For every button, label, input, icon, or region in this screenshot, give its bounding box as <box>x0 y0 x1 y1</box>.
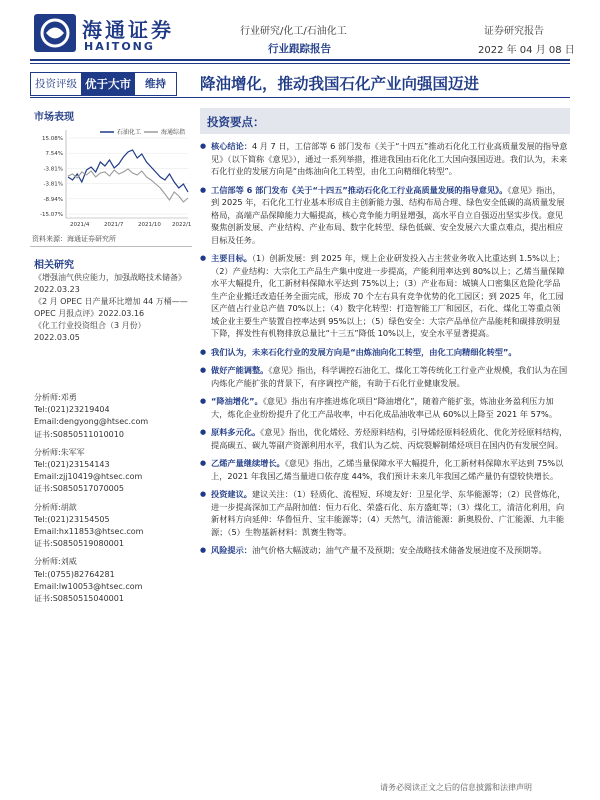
bullet-point: ● 风险提示：油气价格大幅波动；油气产量不及预期；安全战略技术储备发展进度不及预期等。 <box>200 544 568 557</box>
x-tick-label: 2021/7 <box>104 222 124 228</box>
logo-english-name: HAITONG <box>84 40 155 53</box>
key-points-list <box>200 140 568 563</box>
related-item[interactable]: 《2 月 OPEC 日产量环比增加 44 万桶——OPEC 月报点评》2022.03.16 <box>34 297 188 318</box>
series-petrochemical <box>68 150 188 192</box>
bullet-point: ● 我们认为，未来石化行业的发展方向是“由炼油向化工转型，由化工向精细化转型”。 <box>200 346 568 359</box>
sidebar-divider <box>30 246 192 247</box>
company-logo <box>34 14 76 52</box>
analyst-email[interactable]: Email:dengyong@htsec.com <box>34 417 149 427</box>
related-item[interactable]: 《增强油气供应能力，加强战略技术储备》2022.03.23 <box>34 273 186 294</box>
analyst-list <box>34 392 194 605</box>
y-tick-label: -8.94% <box>43 196 63 203</box>
y-tick-label: -3.81% <box>43 166 63 173</box>
bullet-point: ● 主要目标。（1）创新发展：到 2025 年，规上企业研发投入占主营业务收入比重达到 1.5%以上；（2）产业结构：大宗化工产品生产集中度进一步提高，产能利用率达到 80%以上；乙烯当量保障水平大幅提升，化工新材料保障水平达到 75%以上；（3）产业布局：城镇人口密集区危险化学品生产企业搬迁改造任务全面完成，形成 70 个左右具有竞争优势的化工园区；到 2025 年，化工园区产值占行业总产值 70%以上；（4）数字化转型：打造智能工厂和园区，石化、煤化工等重点领域企业主要生产装置自控率达到 95%以上；（5）绿色安全：大宗产品单位产品能耗和碳排放明显下降，挥发性有机物排放总量比“十三五”降低 10%以上，安全水平显著提高。 <box>200 252 568 340</box>
analyst-email[interactable]: Email:hx11853@htsec.com <box>34 527 144 537</box>
y-tick-label: 15.08% <box>42 136 63 142</box>
analyst-tel: Tel:(0755)82764281 <box>34 569 115 579</box>
header-divider <box>30 59 570 61</box>
analyst-cert: 证书:S0850517070005 <box>34 484 124 494</box>
bullet-point: ● 原料多元化。《意见》指出，优化烯烃、芳烃原料结构，引导烯烃原料轻质化、优化芳烃原料结构，提高碳五、碳九等副产资源利用水平，我们认为乙烷、丙烷裂解制烯烃项目在国内仍有发展空间。 <box>200 426 568 451</box>
y-tick-label: -3.81% <box>43 181 63 188</box>
y-tick-label: 7.54% <box>45 151 63 158</box>
market-section-title: 市场表现 <box>34 112 74 123</box>
logo-chinese-name: 海通证券 <box>82 18 174 42</box>
y-tick-label: -15.07% <box>40 212 63 218</box>
analyst-email[interactable]: Email:zjj10419@htsec.com <box>34 472 143 482</box>
related-research-list <box>34 272 190 344</box>
analyst-cert: 证书:S0850511010010 <box>34 429 124 439</box>
report-date: 2022 年 04 月 08 日 <box>478 45 575 56</box>
analyst-tel: Tel:(021)23219404 <box>34 405 110 415</box>
bullet-point: ● “降油增化”。《意见》指出有序推进炼化项目“降油增化”，随着产能扩张，炼油业务盈利压力加大，炼化企业纷纷提升了化工产品收率，中石化成品油收率已从 60%以上降至 2021 年 57%。 <box>200 395 568 420</box>
analyst-tel: Tel:(021)23154505 <box>34 514 110 524</box>
x-tick-label: 2021/4 <box>70 222 90 228</box>
report-label: 证券研究报告 <box>484 26 544 37</box>
report-type: 行业跟踪报告 <box>268 43 331 55</box>
bullet-point: ● 乙烯产量继续增长。《意见》指出，乙烯当量保障水平大幅提升，化工新材料保障水平达到 75%以上，2021 年我国乙烯当量进口依存度 44%，我们预计未来几年我国乙烯产量仍有望较快增长。 <box>200 457 568 482</box>
rating-bar <box>30 72 177 96</box>
bullet-point: ● 做好产能调整。《意见》指出，科学调控石油化工、煤化工等传统化工行业产业规模，我们认为在国内炼化产能扩张的背景下，有序调控产能，有助于石化行业健康发展。 <box>200 364 568 389</box>
bullet-point: ● 核心结论：4 月 7 日，工信部等 6 部门发布《关于“十四五”推动石化化工行业高质量发展的指导意见》（以下简称《意见》），通过一系列举措，推进我国由石化化工大国向强国迈进。我们认为，未来石化行业的发展方向是“由炼油向化工转型，由化工向精细化转型”。 <box>200 140 568 178</box>
analyst-role: 分析师:朱军军 <box>34 447 85 457</box>
rating-label: 投资评级 <box>31 73 81 95</box>
analyst-tel: Tel:(021)23154143 <box>34 460 110 470</box>
key-points-title: 投资要点： <box>207 115 265 129</box>
market-performance-chart <box>30 122 192 230</box>
rating-status: 维持 <box>135 73 176 95</box>
rating-value: 优于大市 <box>81 73 135 95</box>
title-divider <box>30 97 570 98</box>
page-title: 降油增化，推动我国石化产业向强国迈进 <box>200 74 480 93</box>
header-divider-thin <box>30 63 570 64</box>
analyst-role: 分析师:胡歆 <box>34 502 77 512</box>
related-section-title: 相关研究 <box>34 260 74 271</box>
x-tick-label: 2021/10 <box>138 222 161 228</box>
analyst-cert: 证书:S0850519080001 <box>34 539 124 549</box>
analyst-role: 分析师:刘威 <box>34 557 77 567</box>
report-category: 行业研究/化工/石油化工 <box>240 26 347 37</box>
bullet-point: ● 投资建议。建议关注：（1）轻质化、流程短、环境友好：卫星化学、东华能源等；（2）民营炼化，进一步提高深加工产品附加值：恒力石化、荣盛石化、东方盛虹等；（3）煤化工，清洁化利用，向新材料方向延伸：华鲁恒升、宝丰能源等；（4）天然气，清洁能源：新奥股份、广汇能源、九丰能源；（5）生物基新材料：凯赛生物等。 <box>200 488 568 538</box>
legend-label-a: 石油化工 <box>117 129 142 136</box>
related-item[interactable]: 《化工行业投资组合（3 月份）2022.03.05 <box>34 321 146 342</box>
x-tick-label: 2022/1 <box>172 222 192 228</box>
chart-source: 资料来源：海通证券研究所 <box>32 235 116 243</box>
bullet-point: ● 工信部等 6 部门发布《关于“十四五”推动石化化工行业高质量发展的指导意见》。《意见》指出，到 2025 年，石化化工行业基本形成自主创新能力强、结构布局合理、绿色安全低碳的高质量发展格局，高端产品保障能力大幅提高，核心竞争能力明显增强，高水平自立自强迈出坚实步伐。意见聚焦创新发展、产业结构、产业布局、数字化转型、绿色低碳、安全发展六大重点难点，提出相应目标及任务。 <box>200 184 568 247</box>
key-points-header <box>200 108 570 134</box>
analyst-cert: 证书:S0850515040001 <box>34 594 124 604</box>
footer-disclaimer: 请务必阅读正文之后的信息披露和法律声明 <box>380 783 532 792</box>
analyst-email[interactable]: Email:lw10053@htsec.com <box>34 581 143 591</box>
legend-label-b: 海通综指 <box>161 129 186 136</box>
analyst-role: 分析师:邓勇 <box>34 393 77 402</box>
